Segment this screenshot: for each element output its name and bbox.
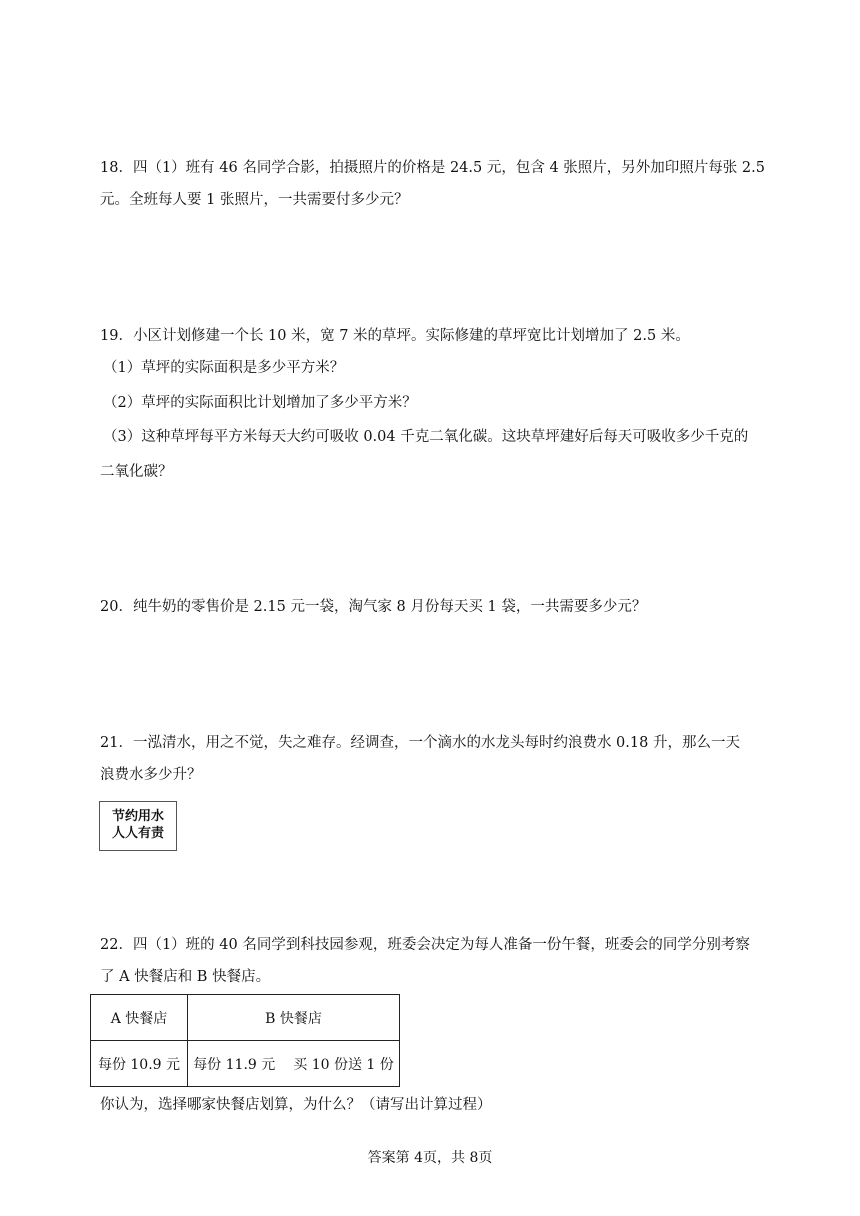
sign-line-2: 人人有责 — [111, 826, 164, 841]
question-18-line-1: 18．四（1）班有 46 名同学合影，拍摄照片的价格是 24.5 元，包含 4 张照片，另外加印照片每张 2.5 — [100, 160, 765, 176]
question-21-line-1: 21．一泓清水，用之不觉，失之难存。经调查，一个滴水的水龙头每时约浪费水 0.18 升，那么一天 — [100, 735, 740, 751]
question-19-part-3-line-2: 二氧化碳？ — [100, 464, 173, 480]
shop-comparison-table — [90, 994, 400, 1087]
question-19-part-3-line-1: （3）这种草坪每平方米每天大约可吸收 0.04 千克二氧化碳。这块草坪建好后每天可吸收多少千克的 — [103, 429, 749, 445]
page-footer: 答案第 4页，共 8页 — [367, 1150, 493, 1166]
promotion-shop-b: 买 10 份送 1 份 — [293, 1056, 394, 1073]
price-shop-a: 每份 10.9 元 — [91, 1041, 188, 1087]
table-row — [91, 995, 400, 1041]
question-21-line-2: 浪费水多少升？ — [100, 767, 202, 783]
sign-line-1: 节约用水 — [111, 809, 164, 824]
question-19-part-1: （1）草坪的实际面积是多少平方米？ — [103, 360, 345, 376]
question-20-line-1: 20．纯牛奶的零售价是 2.15 元一袋，淘气家 8 月份每天买 1 袋，一共需要多少元？ — [100, 599, 647, 615]
question-19-part-2: （2）草坪的实际面积比计划增加了多少平方米？ — [103, 395, 417, 411]
header-shop-a: A 快餐店 — [91, 995, 188, 1041]
water-saving-sign — [99, 801, 177, 851]
question-22-line-1: 22．四（1）班的 40 名同学到科技园参观，班委会决定为每人准备一份午餐，班委会的同学分别考察 — [100, 937, 750, 953]
question-22-line-2: 了 A 快餐店和 B 快餐店。 — [100, 969, 271, 985]
question-22-prompt: 你认为，选择哪家快餐店划算，为什么？（请写出计算过程） — [100, 1097, 492, 1113]
question-18-line-2: 元。全班每人要 1 张照片，一共需要付多少元？ — [100, 192, 409, 208]
table-row — [91, 1041, 400, 1087]
offer-shop-b — [188, 1041, 400, 1087]
question-19-stem: 19．小区计划修建一个长 10 米，宽 7 米的草坪。实际修建的草坪宽比计划增加了 2.5 米。 — [100, 328, 690, 344]
price-shop-b: 每份 11.9 元 — [193, 1056, 276, 1073]
header-shop-b: B 快餐店 — [188, 995, 400, 1041]
